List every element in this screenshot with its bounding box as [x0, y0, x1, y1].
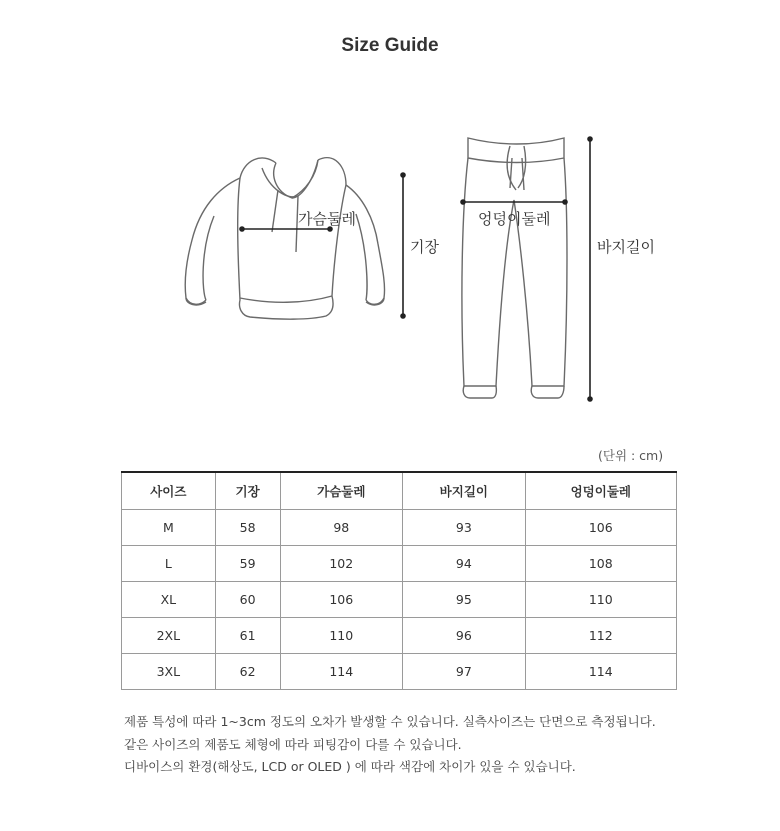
hip-cell: 108: [525, 546, 676, 582]
header-chest: 가슴둘레: [280, 472, 403, 510]
pants-length-measure-line: [588, 137, 592, 401]
length-cell: 62: [215, 654, 280, 690]
header-size: 사이즈: [122, 472, 216, 510]
length-label: 기장: [410, 238, 439, 256]
pants-length-cell: 96: [403, 618, 526, 654]
chest-cell: 98: [280, 510, 403, 546]
chest-cell: 102: [280, 546, 403, 582]
size-notes: [124, 711, 656, 779]
table-row: [122, 618, 677, 654]
pants-length-cell: 94: [403, 546, 526, 582]
pants-length-cell: 97: [403, 654, 526, 690]
header-length: 기장: [215, 472, 280, 510]
pants-drawing: [462, 138, 567, 398]
header-pants-length: 바지길이: [403, 472, 526, 510]
hoodie-drawing: [185, 158, 384, 319]
pants-length-cell: 93: [403, 510, 526, 546]
size-table: [121, 471, 677, 690]
chest-cell: 110: [280, 618, 403, 654]
hip-cell: 112: [525, 618, 676, 654]
size-cell: XL: [122, 582, 216, 618]
size-cell: L: [122, 546, 216, 582]
table-row: [122, 582, 677, 618]
table-row: [122, 546, 677, 582]
hip-label: 엉덩이둘레: [478, 210, 551, 228]
hip-cell: 110: [525, 582, 676, 618]
length-cell: 58: [215, 510, 280, 546]
length-cell: 59: [215, 546, 280, 582]
table-row: [122, 654, 677, 690]
note-line: 제품 특성에 따라 1~3cm 정도의 오차가 발생할 수 있습니다. 실측사이즈는 단면으로 측정됩니다.: [124, 714, 656, 729]
size-cell: 3XL: [122, 654, 216, 690]
note-line: 디바이스의 환경(해상도, LCD or OLED ) 에 따라 색감에 차이가 있을 수 있습니다.: [124, 759, 576, 774]
header-hip: 엉덩이둘레: [525, 472, 676, 510]
hip-cell: 114: [525, 654, 676, 690]
hip-cell: 106: [525, 510, 676, 546]
size-cell: 2XL: [122, 618, 216, 654]
length-measure-line: [401, 173, 405, 318]
page-title: Size Guide: [341, 35, 439, 56]
length-cell: 60: [215, 582, 280, 618]
chest-label: 가슴둘레: [298, 210, 356, 228]
chest-cell: 106: [280, 582, 403, 618]
chest-cell: 114: [280, 654, 403, 690]
unit-note: (단위 : cm): [598, 448, 664, 463]
pants-length-cell: 95: [403, 582, 526, 618]
pants-length-label: 바지길이: [597, 238, 655, 256]
table-row: [122, 510, 677, 546]
length-cell: 61: [215, 618, 280, 654]
table-header-row: [122, 472, 677, 510]
note-line: 같은 사이즈의 제품도 체형에 따라 피팅감이 다를 수 있습니다.: [124, 736, 462, 752]
size-cell: M: [122, 510, 216, 546]
